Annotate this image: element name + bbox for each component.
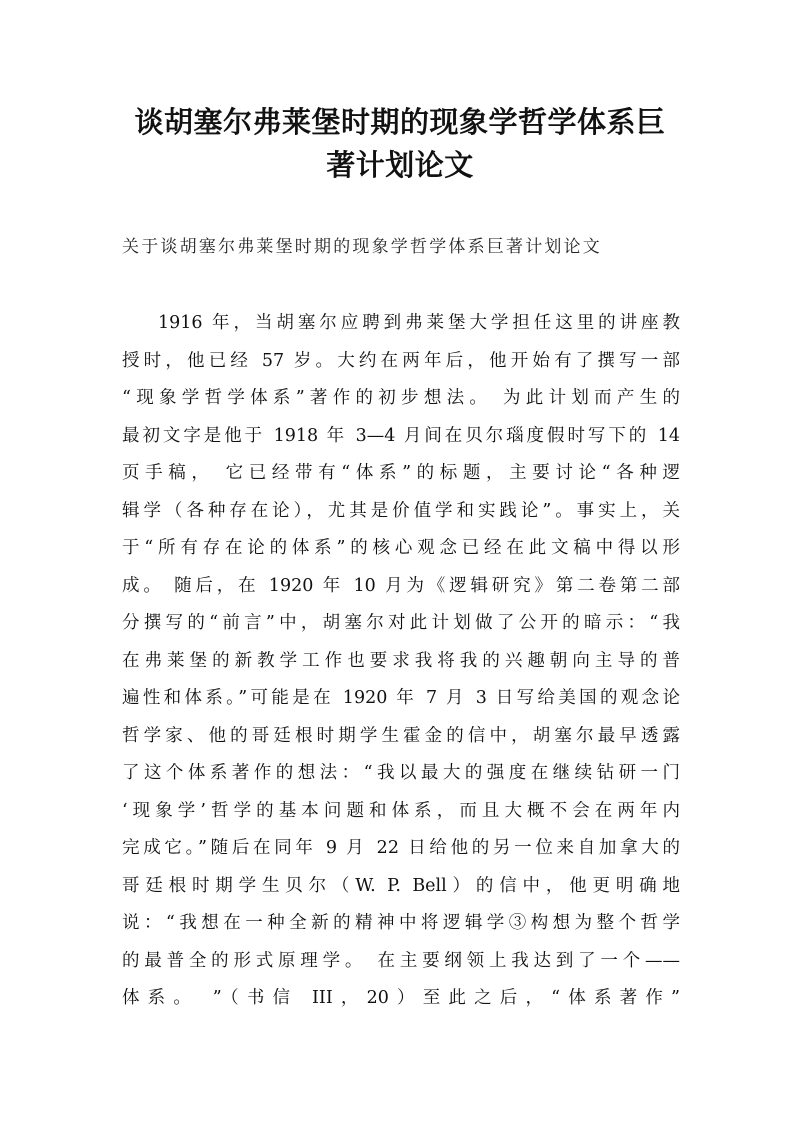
body-paragraph [122, 305, 680, 1018]
document-title [110, 101, 690, 187]
body-line-6: 辑学（各种存在论），尤其是价值学和实践论”。事实上，关 [122, 500, 680, 521]
body-line-16: 哥廷根时期学生贝尔（W. P. Bell）的信中，他更明确地 [122, 875, 680, 896]
body-line-2: 授时，他已经 57 岁。大约在两年后，他开始有了撰写一部 [122, 350, 680, 371]
body-line-19: 体系。 ”（书信 III，20）至此之后，“体系著作” [122, 988, 680, 1008]
body-line-13: 了这个体系著作的想法：“我以最大的强度在继续钻研一门 [122, 763, 680, 783]
body-line-3: “现象学哲学体系”著作的初步想法。 为此计划而产生的 [122, 388, 680, 408]
document-subtitle: 关于谈胡塞尔弗莱堡时期的现象学哲学体系巨著计划论文 [122, 237, 602, 257]
title-line-2: 著计划论文 [326, 148, 474, 182]
body-line-15: 完成它。”随后在同年 9 月 22 日给他的另一位来自加拿大的 [122, 838, 680, 858]
body-line-11: 遍性和体系。”可能是在 1920 年 7 月 3 日写给美国的观念论 [122, 688, 680, 708]
body-line-5: 页手稿， 它已经带有“体系”的标题，主要讨论“各种逻 [122, 463, 680, 483]
title-line-1: 谈胡塞尔弗莱堡时期的现象学哲学体系巨 [134, 105, 666, 139]
body-line-10: 在弗莱堡的新教学工作也要求我将我的兴趣朝向主导的普 [122, 650, 680, 671]
body-line-18: 的最普全的形式原理学。 在主要纲领上我达到了一个—— [122, 950, 680, 971]
body-line-1: 1916 年，当胡塞尔应聘到弗莱堡大学担任这里的讲座教 [158, 313, 680, 333]
body-line-4: 最初文字是他于 1918 年 3—4 月间在贝尔瑙度假时写下的 14 [122, 425, 680, 446]
body-line-8: 成。 随后，在 1920 年 10 月为《逻辑研究》第二卷第二部 [122, 575, 680, 596]
body-line-7: 于“所有存在论的体系”的核心观念已经在此文稿中得以形 [122, 538, 680, 558]
body-line-14: ‘现象学’哲学的基本问题和体系，而且大概不会在两年内 [122, 800, 680, 821]
body-line-9: 分撰写的“前言”中，胡塞尔对此计划做了公开的暗示：“我 [122, 613, 680, 633]
body-line-17: 说：“我想在一种全新的精神中将逻辑学③构想为整个哲学 [122, 913, 680, 933]
body-line-12: 哲学家、他的哥廷根时期学生霍金的信中，胡塞尔最早透露 [122, 725, 680, 746]
